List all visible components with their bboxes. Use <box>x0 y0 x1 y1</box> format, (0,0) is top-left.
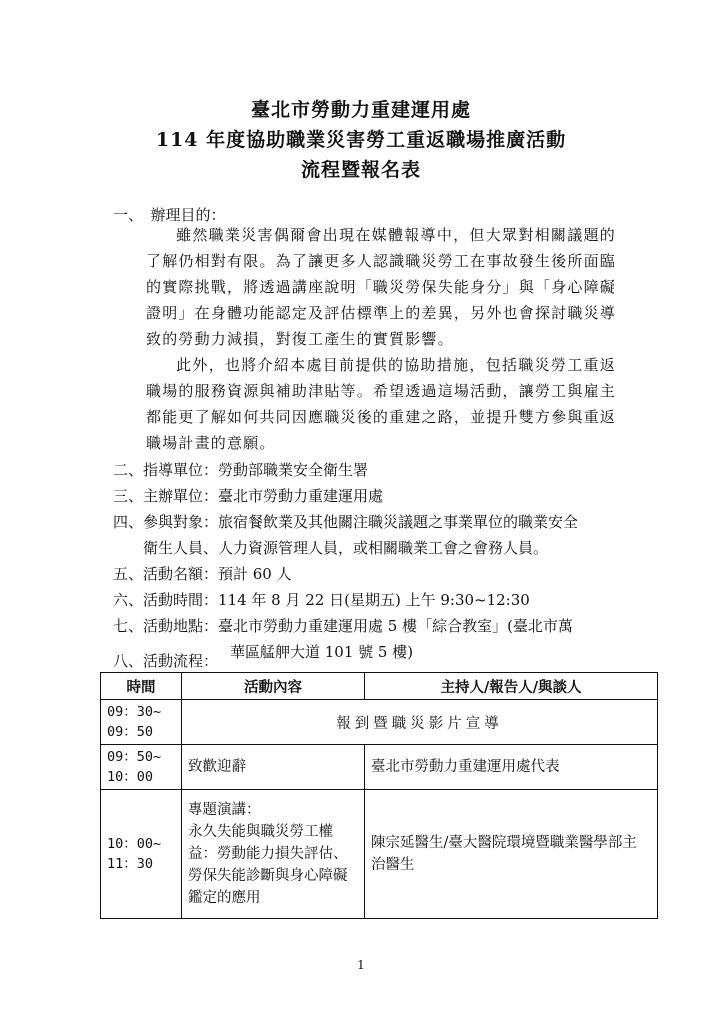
event-time: 六、活動時間：114 年 8 月 22 日(星期五) 上午 9:30~12:30 <box>113 591 530 609</box>
table-row <box>101 700 658 745</box>
header-activity: 活動內容 <box>182 673 365 700</box>
activity-label: 專題演講： <box>188 802 261 818</box>
activity-cell: 致歡迎辭 <box>182 745 365 790</box>
section-1-paragraph-2 <box>146 352 616 456</box>
document-title <box>0 95 722 185</box>
activity-topic: 永久失能與職災勞工權益：勞動能力損失評估、勞保失能診斷與身心障礙鑑定的應用 <box>188 824 348 906</box>
title-line-3: 流程暨報名表 <box>300 159 421 181</box>
host-cell: 陳宗延醫生/臺大醫院環境暨職業醫學部主治醫生 <box>365 790 658 919</box>
time-cell <box>101 745 182 790</box>
activity-cell <box>182 790 365 919</box>
time-end: 10：00 <box>107 769 154 785</box>
guide-unit: 二、指導單位：勞動部職業安全衛生署 <box>113 461 369 479</box>
page-number: 1 <box>357 958 365 972</box>
paragraph-2-text: 此外，也將介紹本處目前提供的協助措施，包括職災勞工重返職場的服務資源與補助津貼等。希望透過這場活動，讓勞工與雇主都能更了解如何共同因應職災後的重建之路，並提升雙方參與重返職場計畫的意願。 <box>146 356 616 452</box>
time-start: 09：50~ <box>107 749 162 765</box>
title-line-2: 114 年度協助職業災害勞工重返職場推廣活動 <box>155 129 567 151</box>
place-line-2: 華區艋舺大道 101 號 5 樓) <box>230 643 414 661</box>
time-end: 09：50 <box>107 724 154 740</box>
time-cell <box>101 700 182 745</box>
table-header-row <box>101 673 658 700</box>
time-cell <box>101 790 182 919</box>
table-row <box>101 790 658 919</box>
section-1-heading: 一、 辦理目的： <box>113 206 226 224</box>
target-audience <box>113 509 578 561</box>
merged-activity-cell: 報到暨職災影片宣導 <box>182 700 658 745</box>
section-1-paragraph-1 <box>146 222 616 352</box>
header-host: 主持人/報告人/與談人 <box>365 673 658 700</box>
schedule-table <box>100 672 658 919</box>
title-line-1: 臺北市勞動力重建運用處 <box>250 99 471 121</box>
table-row <box>101 745 658 790</box>
target-line-1: 四、參與對象：旅宿餐飲業及其他關注職災議題之事業單位的職業安全 <box>113 513 579 531</box>
time-end: 11：30 <box>107 856 154 872</box>
time-start: 10：00~ <box>107 836 162 852</box>
target-line-2: 衛生人員、人力資源管理人員，或相關職業工會之會務人員。 <box>143 539 549 557</box>
paragraph-1-text: 雖然職業災害偶爾會出現在媒體報導中，但大眾對相關議題的了解仍相對有限。為了讓更多人認識職災勞工在事故發生後所面臨的實際挑戰，將透過講座說明「職災勞保失能身分」與「身心障礙證明」在身體功能認定及評估標準上的差異，另外也會探討職災導致的勞動力減損，對復工產生的實質影響。 <box>146 226 616 348</box>
time-start: 09：30~ <box>107 704 162 720</box>
header-time: 時間 <box>101 673 182 700</box>
place-line-1: 七、活動地點：臺北市勞動力重建運用處 5 樓「綜合教室」(臺北市萬 <box>113 617 573 635</box>
quota: 五、活動名額：預計 60 人 <box>113 565 292 583</box>
host-cell: 臺北市勞動力重建運用處代表 <box>365 745 658 790</box>
host-unit: 三、主辦單位：臺北市勞動力重建運用處 <box>113 487 384 505</box>
flow-heading: 八、活動流程： <box>113 652 219 670</box>
